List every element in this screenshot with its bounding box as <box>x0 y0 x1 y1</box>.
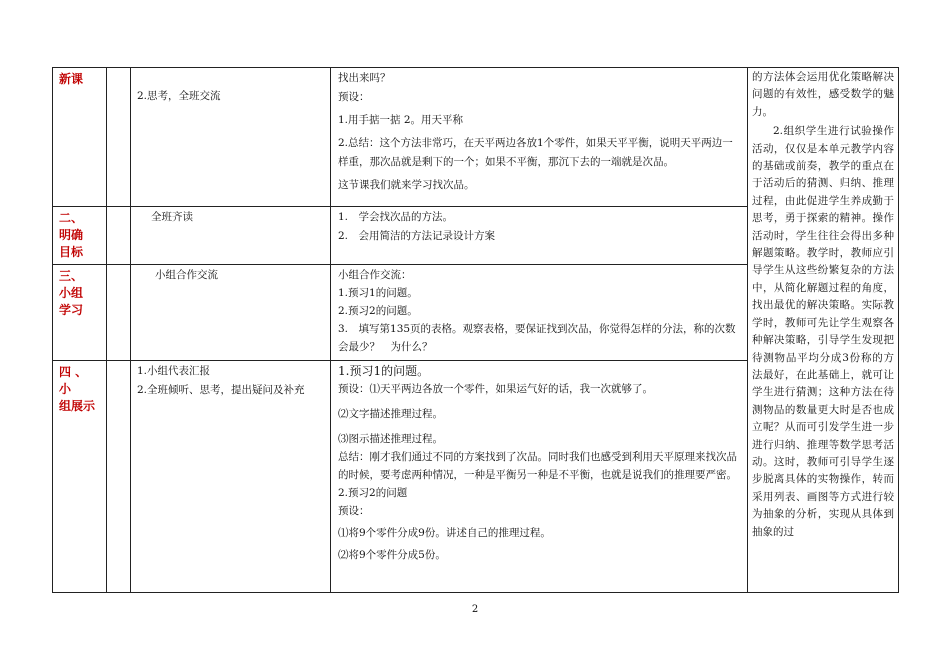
narrow-cell <box>107 361 131 593</box>
content-line: 预设： <box>338 91 370 103</box>
narrow-cell <box>107 207 131 265</box>
student-activity-text: 1.小组代表汇报 <box>137 365 211 377</box>
content-line: 找出来吗？ <box>338 72 391 84</box>
stage-label: 四 、 小 <box>59 365 88 396</box>
content-line: 2.预习2的问题 <box>338 487 408 499</box>
content-line: 2.预习2的问题。 <box>338 305 418 317</box>
student-activity-text: 小组合作交流 <box>155 269 218 281</box>
content-line: 1. 学会找次品的方法。 <box>338 211 454 223</box>
stage-label: 三、 <box>59 269 84 283</box>
content-line: ⑵文字描述推理过程。 <box>338 408 443 420</box>
stage-label: 目标 <box>59 245 84 259</box>
stage-label: 明确 <box>59 228 84 242</box>
content-line: 小组合作交流： <box>338 269 412 281</box>
content-cell <box>331 361 748 593</box>
stage-cell <box>53 265 107 361</box>
stage-label: 二、 <box>59 211 84 225</box>
narrow-cell <box>107 68 131 207</box>
notes-paragraph: 2.组织学生进行试验操作活动，仅仅是本单元教学内容的基础或前奏，教学的重点在于活动后的猜测、归纳、推理过程，由此促进学生养成勤于思考，勇于探索的精神。操作活动时，学生往往会得出多种解题策略。教学时，教师应引导学生从这些纷繁复杂的方法中，从简化解题过程的角度，找出最优的解决策略。实际教学时，教师可先让学生观察各种解决策略，引导学生发现把待测物品平均分成3份称的方法最好，在此基础上，就可让学生进行猜测；这种方法在待测物品的数量更大时是否也成立呢？从而可引发学生进一步进行归纳、推理等数学思考活动。这时，教师可引导学生逐步脱离具体的实物操作，转而采用列表、画图等方式进行较为抽象的分析，实现从具体到抽象的过 <box>752 125 894 538</box>
content-line: 2. 会用简洁的方法记录设计方案 <box>338 230 496 242</box>
content-line: 1.预习1的问题。 <box>338 287 418 299</box>
student-activity-cell <box>131 207 331 265</box>
stage-label: 组展示 <box>59 399 96 413</box>
student-activity-cell <box>131 361 331 593</box>
page-number: 2 <box>471 604 479 615</box>
teaching-notes-cell <box>748 68 899 593</box>
stage-label: 新课 <box>59 72 84 86</box>
content-line: 预设： <box>338 505 370 517</box>
content-cell <box>331 265 748 361</box>
content-cell <box>331 68 748 207</box>
stage-label: 小组 <box>59 286 84 300</box>
student-activity-cell <box>131 265 331 361</box>
content-cell <box>331 207 748 265</box>
content-line: ⑵将9个零件分成5份。 <box>338 549 446 561</box>
content-line: 预设：⑴天平两边各放一个零件，如果运气好的话，我一次就够了。 <box>338 383 653 395</box>
content-line: 1.用手掂一掂 2。用天平称 <box>338 114 464 126</box>
student-activity-cell <box>131 68 331 207</box>
student-activity-text: 全班齐读 <box>151 211 193 223</box>
stage-cell <box>53 207 107 265</box>
narrow-cell <box>107 265 131 361</box>
student-activity-text: 2.全班倾听、思考，提出疑问及补充 <box>137 384 305 396</box>
stage-label: 学习 <box>59 303 84 317</box>
content-line: 总结：刚才我们通过不同的方案找到了次品。同时我们也感受到利用天平原理来找次品的时候，要考虑两种情况，一种是平衡另一种是不平衡，也就是说我们的推理要严密。 <box>338 451 737 481</box>
content-line: 3. 填写第135页的表格。观察表格，要保证找到次品，你觉得怎样的分法，称的次数会最少？ 为什么？ <box>338 323 736 353</box>
stage-cell <box>53 68 107 207</box>
content-line: 1.预习1的问题。 <box>338 364 430 378</box>
content-line: 2.总结：这个方法非常巧，在天平两边各放1个零件，如果天平平衡，说明天平两边一样重，那次品就是剩下的一个；如果不平衡，那沉下去的一端就是次品。 <box>338 137 733 168</box>
content-line: ⑴将9个零件分成9份。讲述自己的推理过程。 <box>338 527 551 539</box>
stage-cell <box>53 361 107 593</box>
notes-paragraph: 的方法体会运用优化策略解决问题的有效性，感受数学的魅力。 <box>752 71 894 118</box>
content-line: 这节课我们就来学习找次品。 <box>338 179 475 191</box>
content-line: ⑶图示描述推理过程。 <box>338 433 443 445</box>
student-activity-text: 2.思考，全班交流 <box>137 90 221 102</box>
table-row-new-lesson <box>53 68 899 207</box>
lesson-plan-table <box>52 67 899 593</box>
